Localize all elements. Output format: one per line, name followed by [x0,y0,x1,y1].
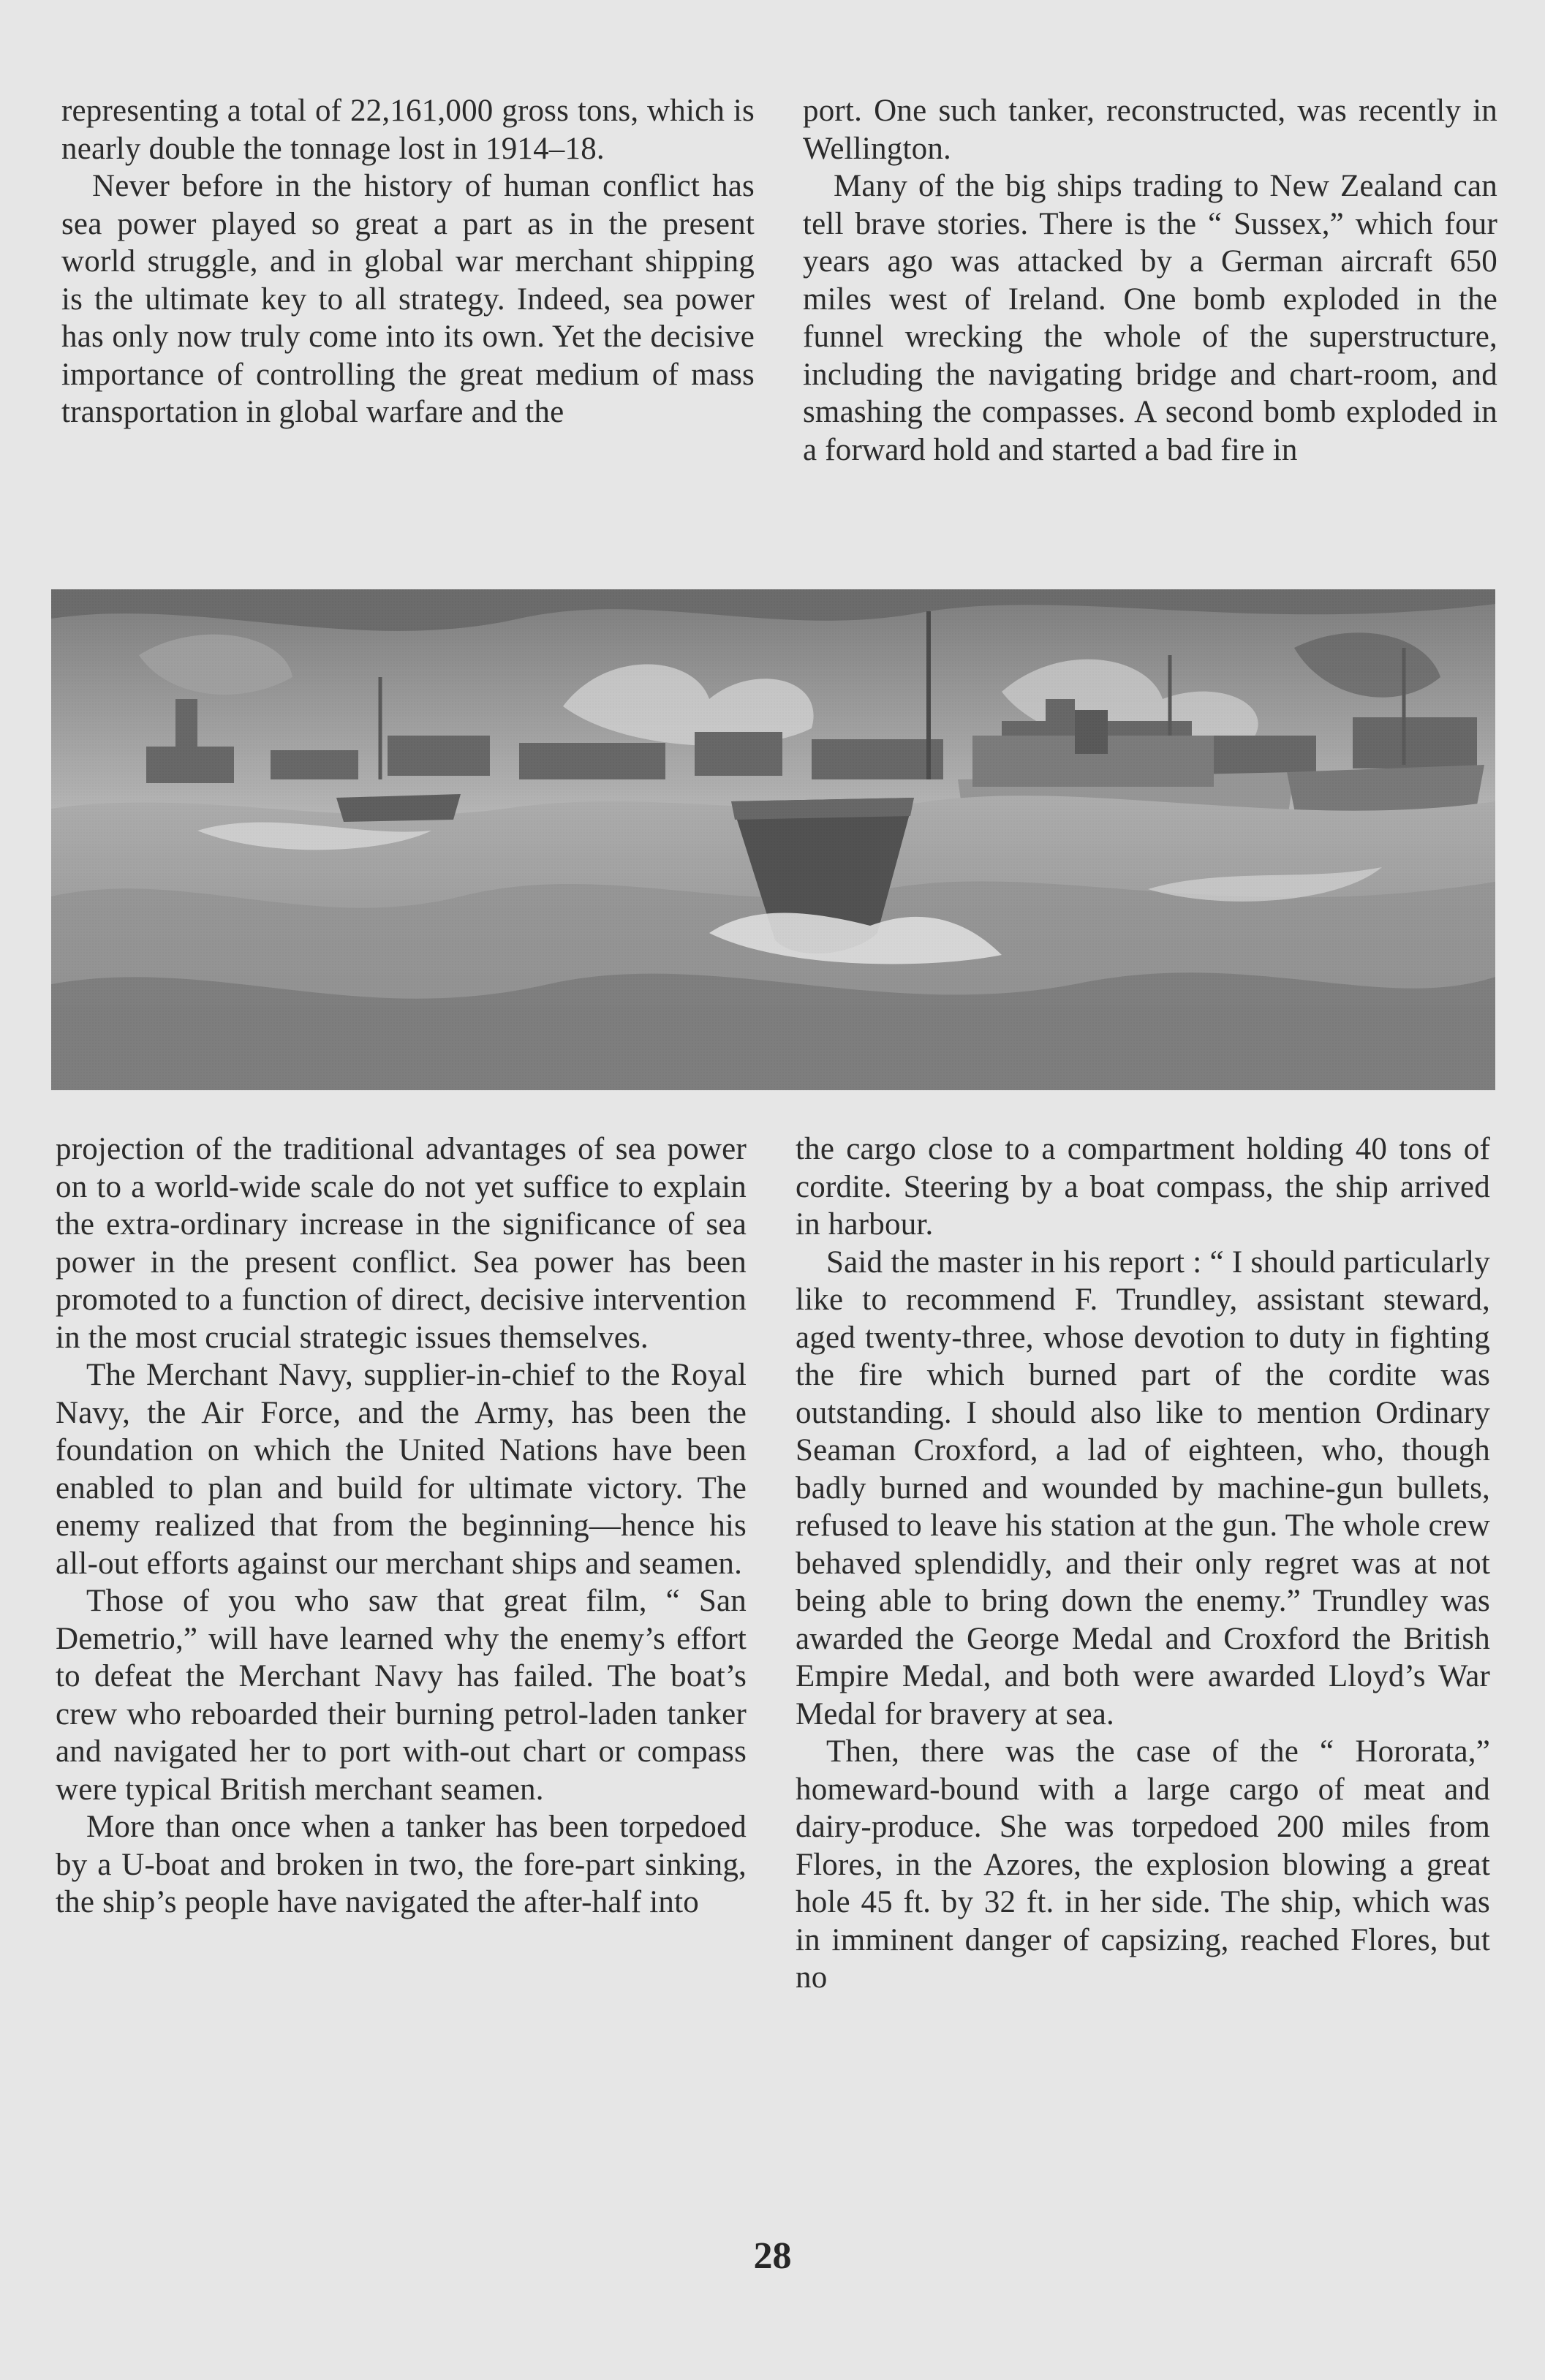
paragraph: representing a total of 22,161,000 gross tons, which is nearly double the tonnage lost in 1914–18. [61,94,755,166]
paragraph: Then, there was the case of the “ Hororata,” homeward-bound with a large cargo of meat and dairy-produce. She was torpedoed 200 miles from Flores, in the Azores, the explosion blowing a great hole 45 ft. by 32 ft. in her side. The ship, which was in imminent danger of capsizing, reached Flores, but no [796,1734,1490,1995]
top-left-column [61,92,755,431]
convoy-illustration [51,589,1495,1090]
page-number: 28 [753,2235,792,2277]
paragraph: Said the master in his report : “ I should particularly like to recommend F. Trundley, assistant steward, aged twenty-three, whose devotion to duty in fighting the fire which burned part of the cordite was outstanding. I should also like to mention Ordinary Seaman Croxford, a lad of eighteen, who, though badly burned and wounded by machine-gun bullets, refused to leave his station at the gun. The whole crew behaved splendidly, and their only regret was at not being able to bring down the enemy.” Trundley was awarded the George Medal and Croxford the British Empire Medal, and both were awarded Lloyd’s War Medal for bravery at sea. [796,1244,1490,1731]
paragraph: Many of the big ships trading to New Zealand can tell brave stories. There is the “ Sussex,” which four years ago was attacked by a German aircraft 650 miles west of Ireland. One bomb exploded in the funnel wrecking the whole of the superstructure, including the navigating bridge and chart-room, and smashing the compasses. A second bomb exploded in a forward hold and started a bad fire in [803,169,1497,467]
bottom-left-column [56,1130,747,1922]
bottom-right-column [796,1130,1490,1997]
paragraph: Those of you who saw that great film, “ San Demetrio,” will have learned why the enemy’s effort to defeat the Merchant Navy has failed. The boat’s crew who reboarded their burning petrol-laden tanker and navigated her to port with-out chart or compass were typical British merchant seamen. [56,1584,747,1807]
top-right-column [803,92,1497,469]
paragraph: the cargo close to a compartment holding 40 tons of cordite. Steering by a boat compass, the ship arrived in harbour. [796,1132,1490,1242]
paragraph: Never before in the history of human conflict has sea power played so great a part as in the present world struggle, and in global war merchant shipping is the ultimate key to all strategy. Indeed, sea power has only now truly come into its own. Yet the decisive importance of controlling the great medium of mass transportation in global warfare and the [61,169,755,429]
convoy-ships-at-sea-image [51,589,1495,1090]
paragraph: port. One such tanker, reconstructed, was recently in Wellington. [803,94,1497,166]
paragraph: projection of the traditional advantages of sea power on to a world-wide scale do not yet suffice to explain the extra-ordinary increase in the significance of sea power in the present conflict. Sea power has been promoted to a function of direct, decisive intervention in the most crucial strategic issues themselves. [56,1132,747,1355]
paragraph: More than once when a tanker has been torpedoed by a U-boat and broken in two, the fore-part sinking, the ship’s people have navigated the after-half into [56,1810,747,1919]
paragraph: The Merchant Navy, supplier-in-chief to the Royal Navy, the Air Force, and the Army, has been the foundation on which the United Nations have been enabled to plan and build for ultimate victory. The enemy realized that from the beginning—hence his all-out efforts against our merchant ships and seamen. [56,1358,747,1581]
